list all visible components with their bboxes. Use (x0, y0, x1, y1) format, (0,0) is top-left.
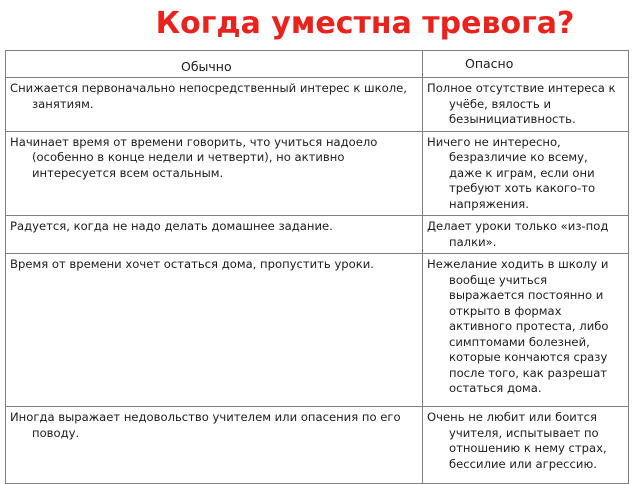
cell-normal: Снижается первоначально непосредственный интерес к школе, занятиям. (6, 78, 423, 132)
table-row (6, 131, 629, 216)
cell-danger: Делает уроки только «из-под палки». (423, 216, 629, 254)
cell-normal: Начинает время от времени говорить, что учиться надоело (особенно в конце недели и четверти), но активно интересуется всем остальным. (6, 131, 423, 216)
cell-danger: Нежелание ходить в школу и вообще учиться выражается постоянно и открыто в формах активного протеста, либо симптомами болезней, которые кончаются сразу после того, как разрешат остаться дома. (423, 254, 629, 407)
cell-normal: Иногда выражает недовольство учителем или опасения по его поводу. (6, 407, 423, 484)
table-row (6, 254, 629, 407)
cell-danger: Очень не любит или боится учителя, испытывает по отношению к нему страх, бессилие или агрессию. (423, 407, 629, 484)
cell-danger: Ничего не интересно, безразличие ко всему, даже к играм, если они требуют хоть какого-то напряжения. (423, 131, 629, 216)
cell-normal: Время от времени хочет остаться дома, пропустить уроки. (6, 254, 423, 407)
comparison-table (5, 50, 629, 484)
table-row (6, 216, 629, 254)
table-row (6, 78, 629, 132)
cell-danger: Полное отсутствие интереса к учёбе, вялость и безынициативность. (423, 78, 629, 132)
cell-normal: Радуется, когда не надо делать домашнее задание. (6, 216, 423, 254)
table-row (6, 407, 629, 484)
column-header-normal: Обычно (6, 51, 423, 78)
page-title: Когда уместна тревога? (155, 6, 575, 41)
column-header-danger: Опасно (423, 51, 629, 78)
table-header-row (6, 51, 629, 78)
